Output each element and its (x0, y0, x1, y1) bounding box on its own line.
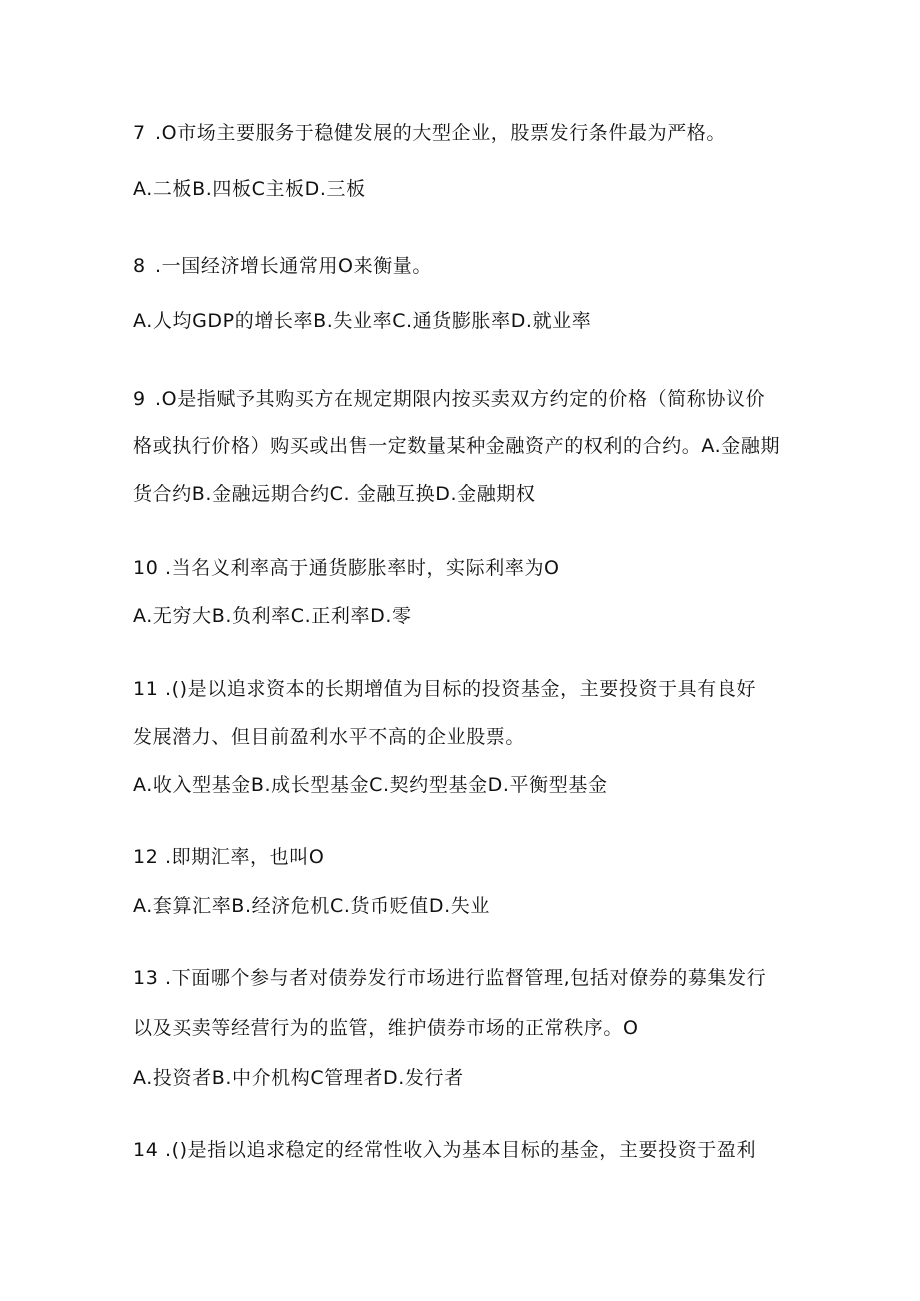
question-9-line-2: 格或执行价格）购买或出售一定数量某种金融资产的权利的合约。A.金融期 (133, 435, 781, 457)
question-11-line-2: 发展潜力、但目前盈利水平不高的企业股票。 (133, 726, 526, 748)
question-number: 13 (133, 967, 159, 989)
question-14 (133, 1138, 803, 1162)
question-number: 9 (133, 388, 146, 410)
question-10 (133, 556, 803, 580)
question-text: .()是以追求资本的长期增值为目标的投资基金，主要投资于具有良好 (165, 678, 757, 700)
question-12-options: A.套算汇率B.经济危机C.货币贬值D.失业 (133, 895, 490, 917)
question-9-line-3: 货合约B.金融远期合约C. 金融互换D.金融期权 (133, 483, 536, 505)
question-number: 10 (133, 557, 159, 579)
question-number: 12 (133, 846, 159, 868)
question-10-options: A.无穷大B.负利率C.正利率D.零 (133, 605, 412, 627)
question-7 (133, 121, 803, 145)
question-8 (133, 254, 803, 278)
question-number: 7 (133, 122, 146, 144)
question-12 (133, 845, 803, 869)
question-8-options: A.人均GDP的增长率B.失业率C.通货膨胀率D.就业率 (133, 310, 592, 332)
question-13-options: A.投资者B.中介机构C管理者D.发行者 (133, 1067, 464, 1089)
question-text: .()是指以追求稳定的经常性收入为基本目标的基金，主要投资于盈利 (165, 1139, 757, 1161)
question-text: .O是指赋予其购买方在规定期限内按买卖双方约定的价格（简称协议价 (155, 388, 766, 410)
question-text: .下面哪个参与者对债券发行市场进行监督管理,包括对僚券的募集发行 (165, 967, 767, 989)
question-11 (133, 677, 803, 701)
question-text: .一国经济增长通常用O来衡量。 (155, 255, 432, 277)
question-7-options: A.二板B.四板C主板D.三板 (133, 178, 366, 200)
question-11-options: A.收入型基金B.成长型基金C.契约型基金D.平衡型基金 (133, 774, 608, 796)
question-text: .O市场主要服务于稳健发展的大型企业，股票发行条件最为严格。 (155, 122, 726, 144)
question-number: 11 (133, 678, 159, 700)
question-text: .即期汇率，也叫O (165, 846, 325, 868)
question-number: 8 (133, 255, 146, 277)
question-text: .当名义利率高于通货膨胀率时，实际利率为O (165, 557, 560, 579)
question-13-line-2: 以及买卖等经营行为的监管，维护债券市场的正常秩序。O (133, 1017, 639, 1039)
question-number: 14 (133, 1139, 159, 1161)
question-9 (133, 387, 803, 411)
question-13 (133, 966, 803, 990)
